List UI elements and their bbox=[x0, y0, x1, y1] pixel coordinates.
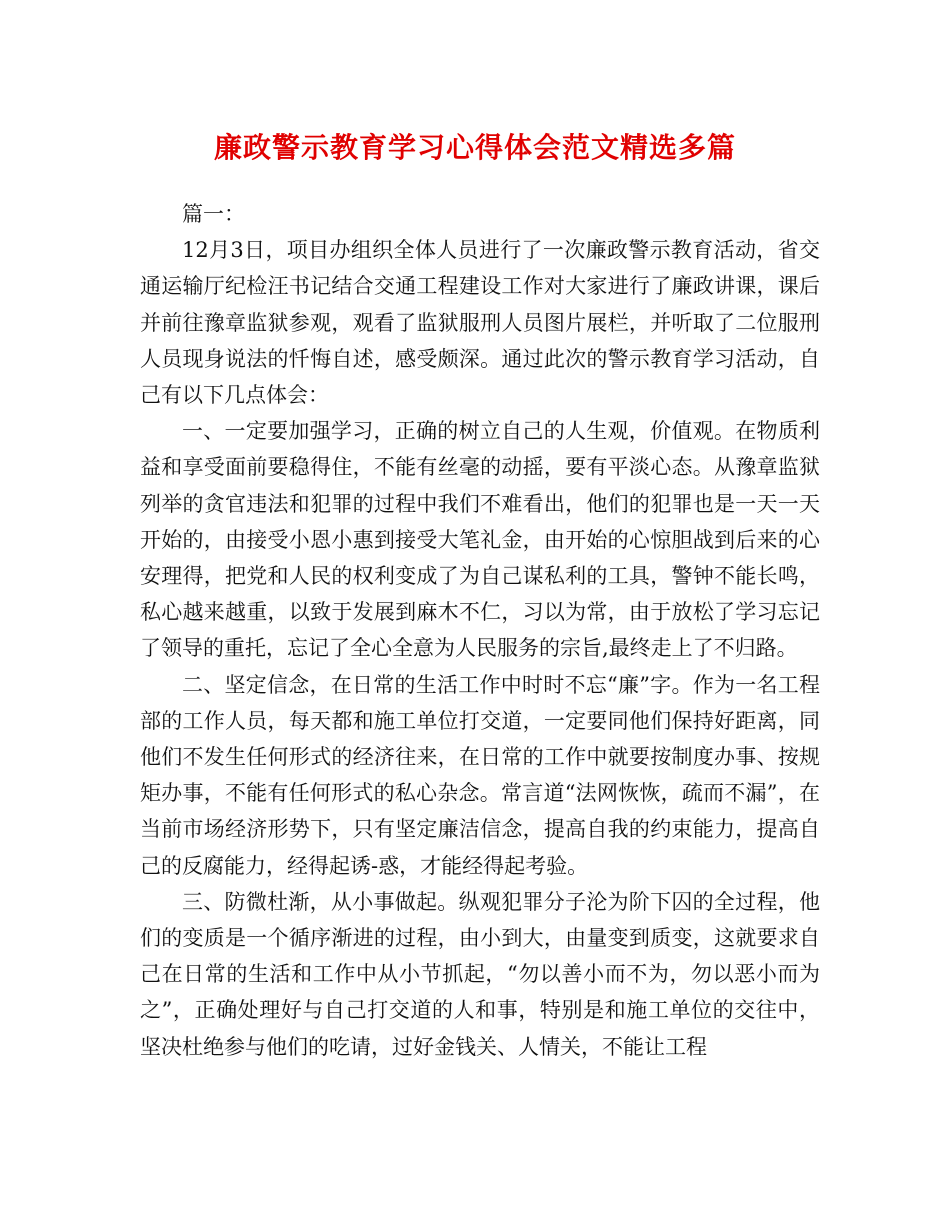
paragraph-point-three: 三、防微杜渐，从小事做起。纵观犯罪分子沦为阶下囚的全过程，他们的变质是一个循序渐进的过程，由小到大，由量变到质变，这就要求自己在日常的生活和工作中从小节抓起，“勿以善小而不为，勿以恶小而为之”，正确处理好与自己打交道的人和事，特别是和施工单位的交往中，坚决杜绝参与他们的吃请，过好金钱关、人情关，不能让工程 bbox=[140, 889, 820, 1059]
section-heading-part-one: 篇一： bbox=[182, 202, 245, 226]
paragraph-point-two: 二、坚定信念，在日常的生活工作中时时不忘“廉”字。作为一名工程部的工作人员，每天都和施工单位打交道，一定要同他们保持好距离，同他们不发生任何形式的经济往来，在日常的工作中就要按制度办事、按规矩办事，不能有任何形式的私心杂念。常言道“法网恢恢，疏而不漏”，在当前市场经济形势下，只有坚定廉洁信念，提高自我的约束能力，提高自己的反腐能力，经得起诱-惑，才能经得起考验。 bbox=[140, 672, 820, 878]
paragraph-point-one: 一、一定要加强学习，正确的树立自己的人生观，价值观。在物质利益和享受面前要稳得住，不能有丝毫的动摇，要有平淡心态。从豫章监狱列举的贪官违法和犯罪的过程中我们不难看出，他们的犯罪也是一天一天开始的，由接受小恩小惠到接受大笔礼金，由开始的心惊胆战到后来的心安理得，把党和人民的权利变成了为自己谋私利的工具，警钟不能长鸣，私心越来越重，以致于发展到麻木不仁，习以为常，由于放松了学习忘记了领导的重托，忘记了全心全意为人民服务的宗旨,最终走上了不归路。 bbox=[140, 419, 820, 661]
document-body bbox=[140, 196, 820, 1065]
document-title: 廉政警示教育学习心得体会范文精选多篇 bbox=[213, 131, 736, 164]
paragraph-intro: 12月3日，项目办组织全体人员进行了一次廉政警示教育活动，省交通运输厅纪检汪书记结合交通工程建设工作对大家进行了廉政讲课，课后并前往豫章监狱参观，观看了监狱服刑人员图片展栏，并听取了二位服刑人员现身说法的忏悔自述，感受颇深。通过此次的警示教育学习活动，自己有以下几点体会： bbox=[140, 238, 820, 408]
